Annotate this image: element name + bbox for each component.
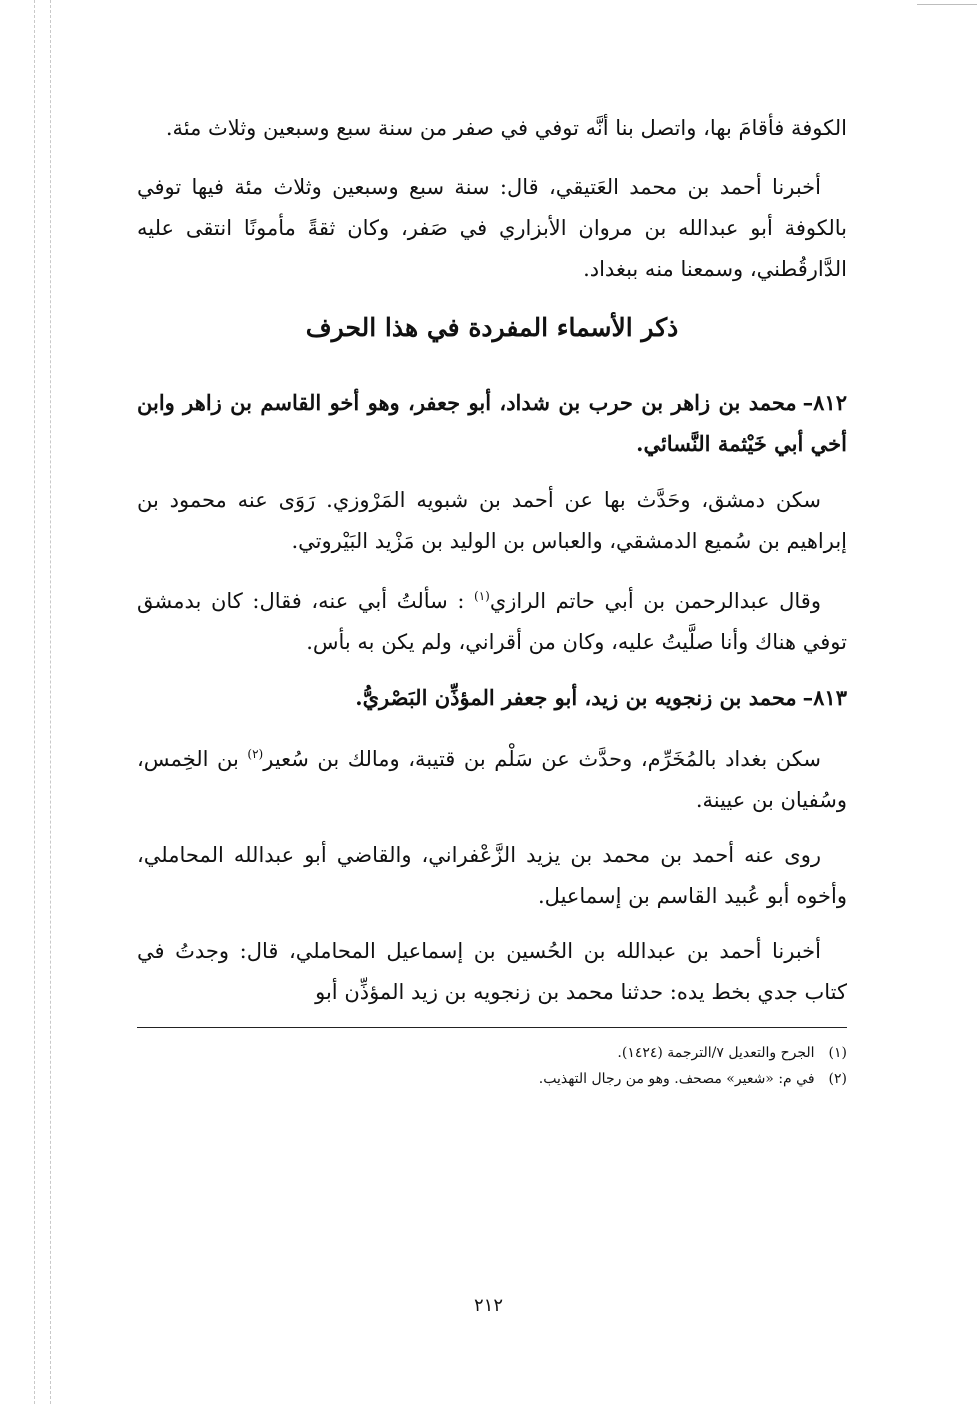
- paragraph-sakan-1: سكن دمشق، وحَدَّث بها عن أحمد بن شبويه المَرْوزي. رَوَى عنه محمود بن إبراهيم بن سُميع الدمشقي، والعباس بن الوليد بن مَزْيد البَيْروتي.: [137, 488, 847, 553]
- paragraph-akhbarana-1: أخبرنا أحمد بن محمد العَتيقي، قال: سنة سبع وسبعين وثلاث مئة فيها توفي بالكوفة أبو عبدالله بن مروان الأبزاري في صَفر، وكان ثقةً مأمونًا انتقى عليه الدَّارقُطني، وسمعنا منه ببغداد.: [137, 175, 847, 281]
- paragraph-qala: [137, 576, 847, 663]
- text-segment: سكن بغداد بالمُخَرِّم، وحدَّث عن سَلْم بن قتيبة، ومالك بن سُعير: [263, 747, 821, 771]
- scan-edge-line: [50, 0, 51, 1404]
- footnote-separator: [137, 1027, 847, 1028]
- footnote-text: الجرح والتعديل ٧/الترجمة (١٤٢٤).: [617, 1045, 815, 1061]
- paragraph-rawa: روى عنه أحمد بن محمد بن يزيد الزَّعْفراني، والقاضي أبو عبدالله المحاملي، وأخوه أبو عُبيد القاسم بن إسماعيل.: [137, 843, 847, 908]
- footnote-text: في م: «شعير» مصحف. وهو من رجال التهذيب.: [538, 1071, 815, 1087]
- entry-813: [137, 677, 847, 718]
- entry-number: ٨١٢–: [802, 390, 847, 415]
- footnote-number: (١): [828, 1045, 847, 1061]
- page-number: ٢١٢: [473, 1295, 503, 1316]
- scan-top-mark: [917, 4, 977, 5]
- entry-number: ٨١٣–: [802, 685, 847, 710]
- text-segment: بن الخِمس، وسُفيان بن عيينة.: [137, 747, 847, 812]
- entry-812: [137, 382, 847, 464]
- text-segment: وقال عبدالرحمن بن أبي حاتم الرازي: [489, 589, 821, 613]
- footnote-2: [137, 1066, 847, 1092]
- footnote-ref: (١): [474, 589, 490, 603]
- footnote-number: (٢): [828, 1071, 847, 1087]
- scan-edge-line: [34, 0, 35, 1404]
- entry-text: محمد بن زاهر بن حرب بن شداد، أبو جعفر، وهو أخو القاسم بن زاهر وابن أخي أبي خَيْثمة النَّسائي.: [137, 390, 847, 456]
- text-segment: : سألتُ أبي عنه، فقال: كان بدمشق توفي هناك وأنا صلَّيتُ عليه، وكان من أقراني، ولم يكن به بأس.: [137, 589, 847, 654]
- paragraph-akhbarana-2: أخبرنا أحمد بن عبدالله بن الحُسين بن إسماعيل المحاملي، قال: وجدتُ في كتاب جدي بخط يده: حدثنا محمد بن زنجويه بن زيد المؤذِّن أبو: [137, 939, 847, 1004]
- paragraph-sakan-2: [137, 734, 847, 821]
- footnote-1: [137, 1040, 847, 1066]
- page-body: [137, 108, 847, 1092]
- section-title: ذكر الأسماء المفردة في هذا الحرف: [305, 313, 679, 342]
- entry-text: محمد بن زنجويه بن زيد، أبو جعفر المؤذِّن البَصْريُّ.: [355, 685, 797, 710]
- footnotes: [137, 1040, 847, 1092]
- footnote-ref: (٢): [247, 747, 264, 761]
- paragraph-continuation: الكوفة فأقامَ بها، واتصل بنا أنَّه توفي في صفر من سنة سبع وسبعين وثلاث مئة.: [165, 116, 847, 140]
